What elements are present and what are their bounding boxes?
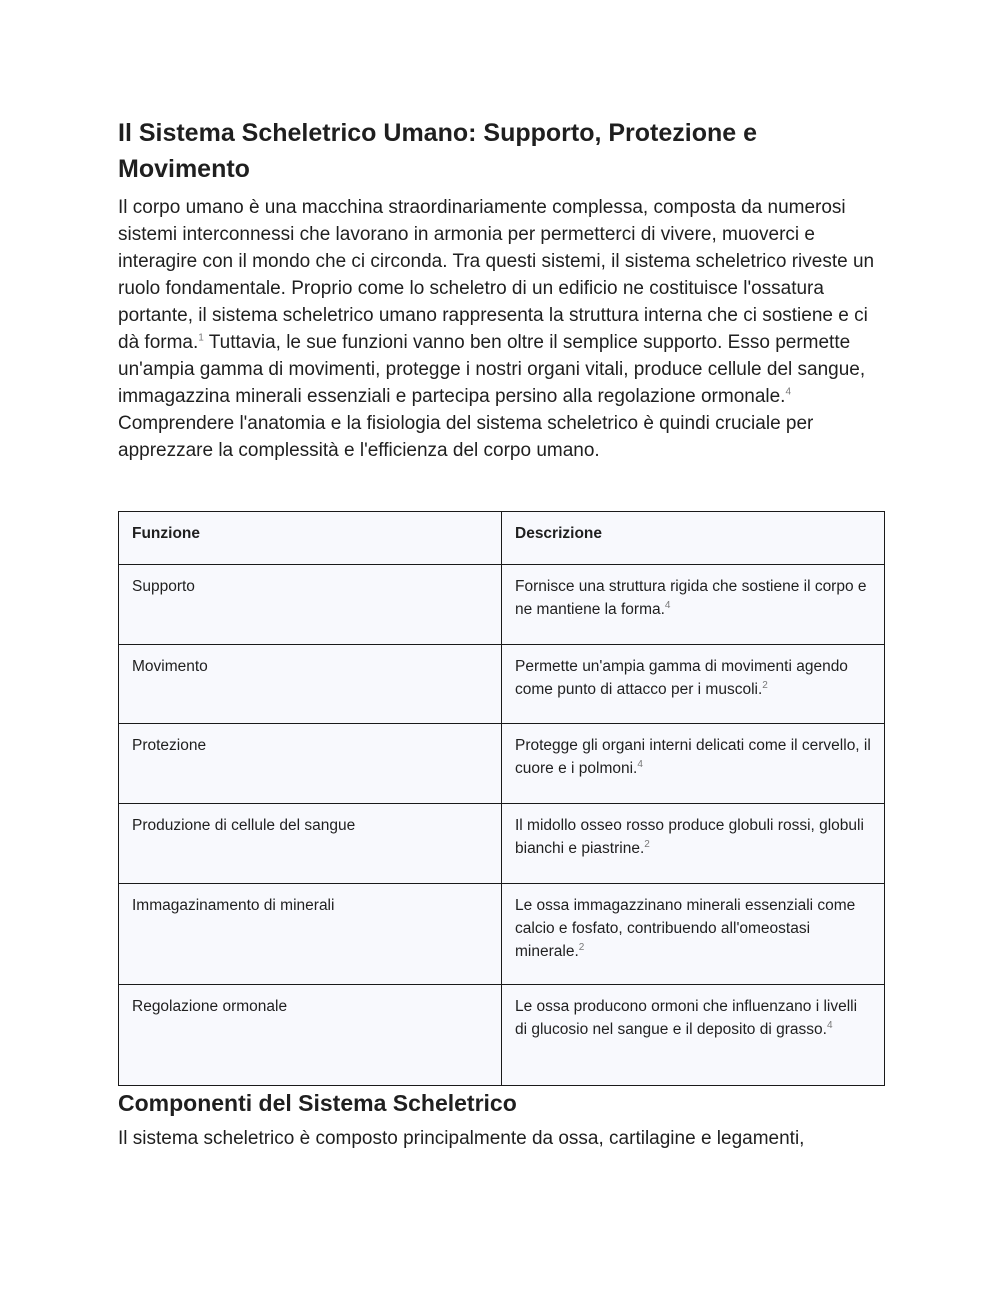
- functions-table: [118, 511, 885, 1086]
- footnote-ref[interactable]: 4: [826, 1019, 833, 1031]
- cell-descrizione: [502, 884, 885, 985]
- table-header-row: [119, 512, 885, 565]
- document-page: [118, 115, 884, 1152]
- intro-text-3: Comprendere l'anatomia e la fisiologia del sistema scheletrico è quindi cruciale per apprezzare la complessità e l'efficienza del corpo umano.: [118, 413, 814, 461]
- descrizione-text: Il midollo osseo rosso produce globuli rossi, globuli bianchi e piastrine.: [515, 817, 864, 857]
- descrizione-text: Le ossa immagazzinano minerali essenziali come calcio e fosfato, contribuendo all'omeostasi minerale.: [515, 897, 856, 960]
- footnote-ref[interactable]: 2: [578, 941, 585, 953]
- footnote-ref[interactable]: 4: [785, 386, 792, 398]
- cell-descrizione: [502, 565, 885, 645]
- table-row: [119, 724, 885, 804]
- cell-descrizione: [502, 985, 885, 1086]
- cell-funzione: Produzione di cellule del sangue: [119, 804, 502, 884]
- cell-descrizione: [502, 724, 885, 804]
- header-descrizione: Descrizione: [502, 512, 885, 565]
- descrizione-text: Fornisce una struttura rigida che sostiene il corpo e ne mantiene la forma.: [515, 578, 867, 618]
- table-row: [119, 884, 885, 985]
- section-paragraph: Il sistema scheletrico è composto principalmente da ossa, cartilagine e legamenti,: [118, 1128, 805, 1149]
- table-row: [119, 645, 885, 724]
- footnote-ref[interactable]: 2: [644, 838, 650, 850]
- descrizione-text: Protegge gli organi interni delicati come il cervello, il cuore e i polmoni.: [515, 737, 871, 777]
- cell-funzione: Regolazione ormonale: [119, 985, 502, 1086]
- cell-descrizione: [502, 645, 885, 724]
- intro-text-2: Tuttavia, le sue funzioni vanno ben oltre il semplice supporto. Esso permette un'ampia gamma di movimenti, protegge i nostri organi vitali, produce cellule del sangue, immagazzina minerali essenziali e partecipa persino alla regolazione ormonale.: [118, 332, 866, 407]
- footnote-ref[interactable]: 2: [762, 679, 768, 691]
- intro-text-1: Il corpo umano è una macchina straordinariamente complessa, composta da numerosi sistemi interconnessi che lavorano in armonia per permetterci di vivere, muoverci e interagire con il mondo che ci circonda. Tra questi sistemi, il sistema scheletrico riveste un ruolo fondamentale. Proprio come lo scheletro di un edificio ne costituisce l'ossatura portante, il sistema scheletrico umano rappresenta la struttura interna che ci sostiene e ci dà forma.: [118, 197, 875, 353]
- cell-funzione: Protezione: [119, 724, 502, 804]
- descrizione-text: Le ossa producono ormoni che influenzano i livelli di glucosio nel sangue e il deposito di grasso.: [515, 998, 858, 1038]
- table-row: [119, 985, 885, 1086]
- table-row: [119, 565, 885, 645]
- cell-funzione: Immagazinamento di minerali: [119, 884, 502, 985]
- cell-descrizione: [502, 804, 885, 884]
- descrizione-text: Permette un'ampia gamma di movimenti agendo come punto di attacco per i muscoli.: [515, 658, 848, 698]
- page-title: Il Sistema Scheletrico Umano: Supporto, Protezione e Movimento: [118, 119, 758, 183]
- header-funzione: Funzione: [119, 512, 502, 565]
- cell-funzione: Supporto: [119, 565, 502, 645]
- footnote-ref[interactable]: 4: [637, 758, 643, 770]
- section-heading: Componenti del Sistema Scheletrico: [118, 1090, 517, 1116]
- cell-funzione: Movimento: [119, 645, 502, 724]
- table-row: [119, 804, 885, 884]
- footnote-ref[interactable]: 1: [198, 332, 204, 344]
- intro-paragraph: [118, 194, 884, 464]
- footnote-ref[interactable]: 4: [664, 599, 671, 611]
